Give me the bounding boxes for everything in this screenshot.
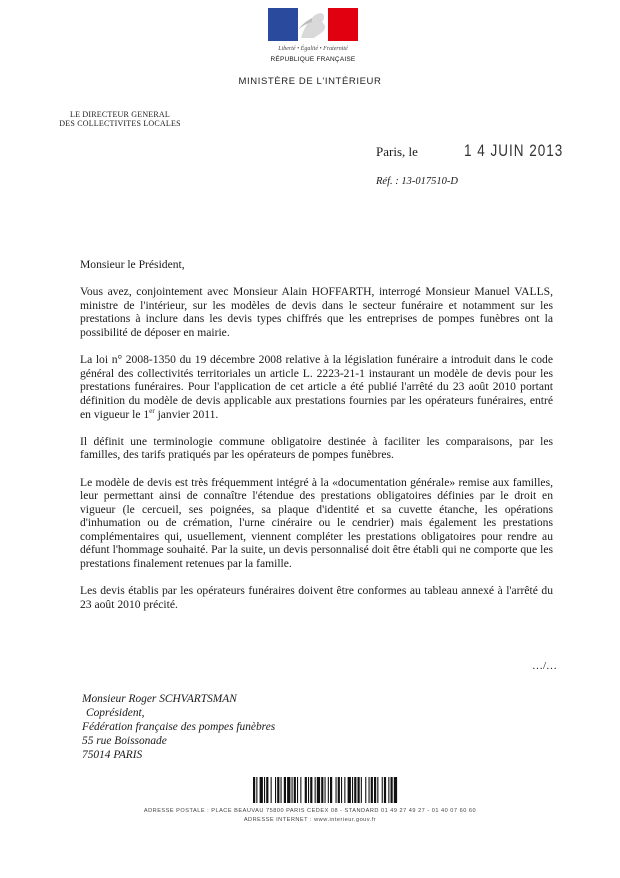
barcode-bar	[365, 777, 366, 803]
barcode-bar	[348, 777, 351, 803]
ministry-heading: MINISTÈRE DE L'INTÉRIEUR	[238, 76, 382, 87]
paragraph-3: Il définit une terminologie commune obligatoire destinée à faciliter les comparaisons, par les familles, des tarifs pratiqués par les opérateurs de pompes funèbres.	[80, 434, 553, 462]
barcode-bar	[308, 777, 309, 803]
date-stamp: 1 4 JUIN 2013	[464, 141, 564, 160]
barcode-bar	[371, 777, 373, 803]
barcode-bar	[253, 777, 255, 803]
barcode-bar	[260, 777, 263, 803]
barcode-bar	[271, 777, 272, 803]
barcode-bar	[341, 777, 342, 803]
barcode-bar	[352, 777, 353, 803]
barcode-bar	[394, 777, 397, 803]
barcode-bar	[305, 777, 307, 803]
salutation: Monsieur le Président,	[80, 258, 185, 271]
barcode-icon	[253, 777, 493, 803]
paragraph-2-superscript: er	[149, 406, 155, 415]
barcode-bar	[354, 777, 356, 803]
paragraph-2-text: La loi n° 2008-1350 du 19 décembre 2008 relative à la législation funéraire a introduit dans le code général des collectivités territoriales un article L. 2223-21-1 instaurant un modèle de devis pour les prestations funéraires. Pour l'application de cet article a été publié l'arrêté du 23 août 2010 portant définition du modèle de devis applicable aux prestations fournies par les opérateurs funéraires, entré en vigueur le 1	[80, 353, 553, 421]
barcode-bar	[315, 777, 316, 803]
paragraph-2-end: janvier 2011.	[154, 407, 219, 421]
barcode-bar	[336, 777, 337, 803]
barcode-bar	[317, 777, 320, 803]
footer-web-address: ADRESSE INTERNET : www.interieur.gouv.fr	[243, 817, 377, 823]
paragraph-1: Vous avez, conjointement avec Monsieur Alain HOFFARTH, interrogé Monsieur Manuel VALLS, ministre de l'intérieur, sur les modèles de devis dans le secteur funéraire et notamment sur les prestations à inclure dans les devis types chiffrés que les entreprises de pompes funèbres ont la possibilité de déposer en mairie.	[80, 285, 553, 339]
barcode-bar	[344, 777, 345, 803]
reference-value: 13-017510-D	[401, 176, 458, 187]
reference	[376, 176, 458, 187]
recipient-address	[82, 692, 275, 762]
barcode-bar	[369, 777, 370, 803]
barcode-bar	[287, 777, 290, 803]
barcode-bar	[325, 777, 326, 803]
sender-block	[55, 110, 185, 128]
barcode-bar	[266, 777, 268, 803]
barcode-bar	[358, 777, 360, 803]
barcode-bar	[377, 777, 378, 803]
reference-label: Réf. :	[376, 176, 399, 187]
barcode-bar	[321, 777, 323, 803]
letter-body	[80, 258, 553, 625]
barcode-bar	[297, 777, 298, 803]
barcode-bar	[328, 777, 329, 803]
barcode-bar	[310, 777, 312, 803]
barcode-bar	[382, 777, 383, 803]
barcode-bar	[284, 777, 286, 803]
paragraph-5: Les devis établis par les opérateurs funéraires doivent être conformes au tableau annexé à l'arrêté du 23 août 2010 précité.	[80, 584, 553, 611]
barcode-bar	[338, 777, 340, 803]
barcode-bar	[256, 777, 257, 803]
continued-marker: …/…	[532, 660, 558, 672]
place-label: Paris, le	[376, 144, 418, 159]
paragraph-2	[80, 353, 553, 421]
barcode-bar	[281, 777, 282, 803]
recipient-organization: Fédération française des pompes funèbres	[82, 721, 276, 733]
barcode-bar	[388, 777, 389, 803]
barcode-bar	[374, 777, 376, 803]
barcode-bar	[361, 777, 362, 803]
logo-motto: Liberté • Égalité • Fraternité	[278, 46, 348, 52]
recipient-name: Monsieur Roger SCHVARTSMAN	[82, 693, 237, 705]
recipient-city: 75014 PARIS	[82, 749, 143, 761]
barcode-bar	[330, 777, 332, 803]
marianne-flag-icon	[268, 8, 358, 41]
recipient-role: Coprésident,	[86, 707, 145, 719]
paragraph-4: Le modèle de devis est très fréquemment intégré à la «documentation générale» remise aux familles, leur permettant ainsi de connaître l'étendue des prestations obligatoires définies par le droit en vigueur (le cercueil, ses poignées, sa plaque d'identité et sa cuvette étanche, les opérations d'inhumation ou de crémation, l'urne cinéraire ou le cendrier) mais également les prestations complémentaires qui, usuellement, viennent compléter les prestations obligatoires pour rendre au défunt l'hommage souhaité. Par la suite, un devis personnalisé doit être établi qui ne comporte que les prestations finalement retenues par la famille.	[80, 475, 553, 571]
footer-postal-address: ADRESSE POSTALE : PLACE BEAUVAU 75800 PARIS CEDEX 08 - STANDARD 01 49 27 49 27 - 01 40 07 60 60	[143, 808, 477, 814]
barcode-bar	[384, 777, 386, 803]
barcode-bar	[391, 777, 393, 803]
barcode-bar	[292, 777, 293, 803]
barcode-bar	[277, 777, 279, 803]
barcode-bar	[300, 777, 301, 803]
sender-line-2: DES COLLECTIVITES LOCALES	[59, 119, 181, 128]
barcode-bar	[264, 777, 265, 803]
barcode-bar	[294, 777, 296, 803]
barcode-bar	[275, 777, 276, 803]
recipient-street: 55 rue Boissonade	[82, 735, 167, 747]
logo-republic: RÉPUBLIQUE FRANÇAISE	[270, 56, 356, 63]
sender-line-1: LE DIRECTEUR GENERAL	[70, 110, 170, 119]
marianne-logo	[268, 8, 358, 70]
